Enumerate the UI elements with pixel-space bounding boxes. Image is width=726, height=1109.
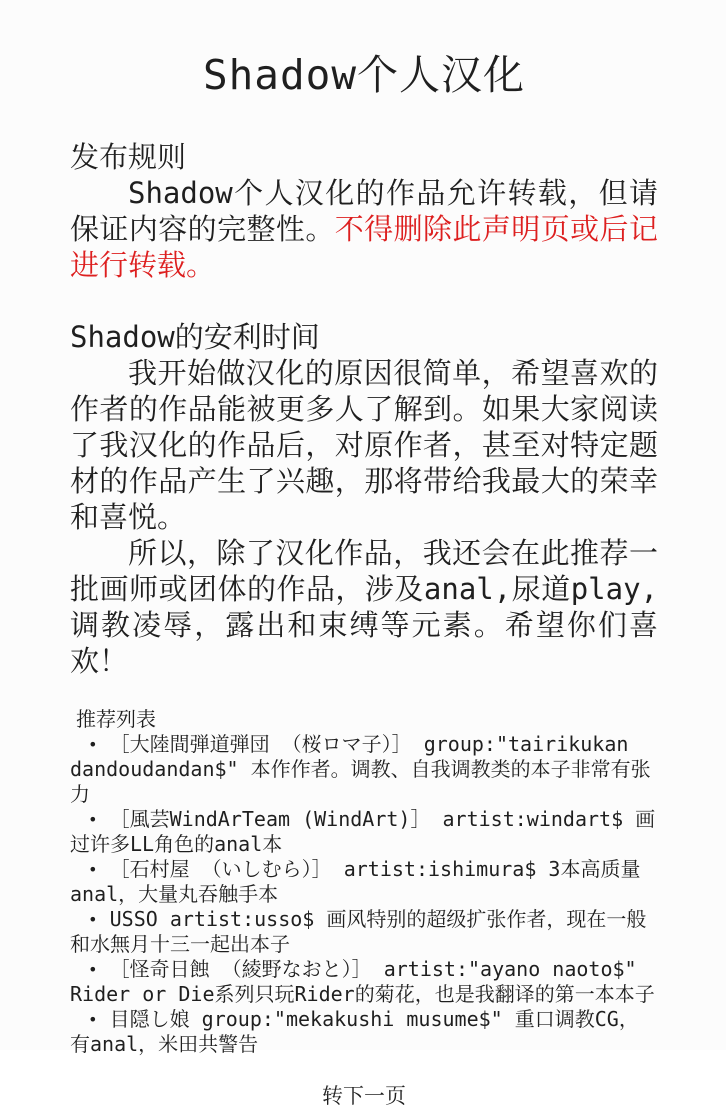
bullet-icon: •	[88, 735, 98, 755]
release-rules-section	[70, 139, 658, 283]
list-item-text: ［風芸WindArTeam (WindArt)］ artist:windart$ 画过许多LL角色的anal本	[70, 807, 656, 857]
release-rules-text: Shadow个人汉化的作品允许转载，但请保证内容的完整性。	[70, 176, 658, 247]
bullet-icon: •	[88, 860, 98, 880]
list-item	[70, 857, 658, 907]
list-item	[70, 907, 658, 957]
intro-paragraph-2: 所以，除了汉化作品，我还会在此推荐一批画师或团体的作品，涉及anal,尿道play,调教凌辱，露出和束缚等元素。希望你们喜欢！	[70, 536, 658, 679]
bullet-icon: •	[88, 960, 98, 980]
bullet-icon: •	[88, 910, 98, 930]
intro-paragraph-1: 我开始做汉化的原因很简单，希望喜欢的作者的作品能被更多人了解到。如果大家阅读了我汉化的作品后，对原作者，甚至对特定题材的作品产生了兴趣，那将带给我最大的荣幸和喜悦。	[70, 356, 658, 535]
list-item	[70, 807, 658, 857]
list-item-text: 目隠し娘 group:"mekakushi musume$" 重口调教CG，有anal，米田共警告	[70, 1007, 639, 1057]
list-item-text: USSO artist:usso$ 画风特别的超级扩张作者，现在一般和水無月十三一起出本子	[70, 907, 647, 957]
release-rules-warning-text: 不得删除此声明页或后记进行转载。	[70, 212, 658, 283]
list-item-text: ［怪奇日蝕 （綾野なおと）］ artist:"ayano naoto$" Rider or Die系列只玩Rider的菊花，也是我翻译的第一本本子	[70, 957, 655, 1007]
page-footer-note: 转下一页	[322, 1084, 406, 1109]
recommend-list-heading: 推荐列表	[76, 707, 156, 732]
release-rules-paragraph	[70, 175, 658, 283]
list-item	[70, 1007, 658, 1057]
release-rules-heading: 发布规则	[70, 140, 187, 175]
list-item	[70, 957, 658, 1007]
list-item	[70, 732, 658, 807]
recommendation-intro-section	[70, 319, 658, 679]
list-item-text: ［石村屋 （いしむら）］ artist:ishimura$ 3本高质量anal，大量丸吞触手本	[70, 857, 641, 907]
recommend-list-section	[70, 707, 658, 1057]
page-title: Shadow个人汉化	[202, 51, 526, 99]
list-item-text: ［大陸間弾道弾団 （桜ロマ子）］ group:"tairikukan dandoudandan$" 本作作者。调教、自我调教类的本子非常有张力	[70, 732, 651, 807]
bullet-icon: •	[88, 810, 98, 830]
recommendation-intro-heading: Shadow的安利时间	[70, 320, 320, 355]
bullet-icon: •	[88, 1010, 98, 1030]
